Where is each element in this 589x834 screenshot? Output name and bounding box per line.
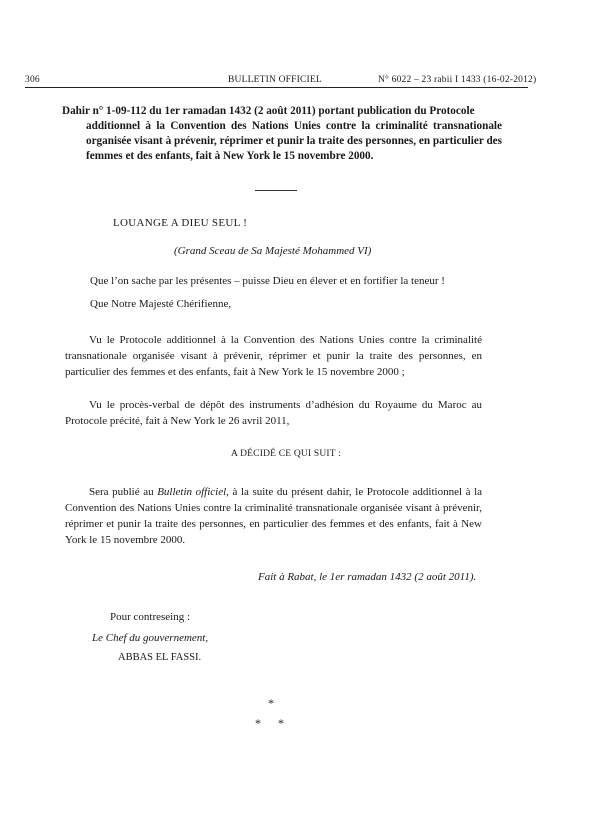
dahir-title-line1: Dahir n° 1-09-112 du 1er ramadan 1432 (2 août 2011) portant publication du Protocole (62, 105, 475, 117)
contreseing-label: Pour contreseing : (110, 611, 191, 623)
page-number: 306 (25, 75, 40, 85)
signatory-role: Le Chef du gouvernement, (92, 632, 209, 644)
ornament-star-right: * (278, 716, 284, 730)
publication-text-start: Sera publié au (89, 486, 158, 498)
header-rule (25, 87, 528, 88)
grand-sceau: (Grand Sceau de Sa Majesté Mohammed VI) (174, 245, 372, 257)
issue-number: N° 6022 – 23 rabii I 1433 (16-02-2012) (378, 75, 537, 85)
vu-protocole-paragraph: Vu le Protocole additionnel à la Convention des Nations Unies contre la criminalité transnationale organisée visant à prévenir, réprimer et punir la traite des personnes, en particulier des femmes et des enfants, fait à New York le 15 novembre 2000 ; (65, 334, 482, 378)
preamble-majeste: Que Notre Majesté Chérifienne, (90, 298, 232, 310)
decision-heading: A DÉCIDÉ CE QUI SUIT : (231, 449, 342, 459)
ornament-star-left: * (255, 716, 261, 730)
publication-paragraph (65, 484, 482, 548)
ornament-star-top: * (268, 696, 274, 710)
preamble-sache: Que l’on sache par les présentes – puisse Dieu en élever et en fortifier la teneur ! (90, 275, 445, 287)
fait-a-rabat: Fait à Rabat, le 1er ramadan 1432 (2 août 2011). (258, 571, 477, 583)
signatory-name: ABBAS EL FASSI. (118, 652, 202, 663)
dahir-title (62, 104, 502, 164)
louange-heading: LOUANGE A DIEU SEUL ! (113, 217, 248, 229)
dahir-title-rest: additionnel à la Convention des Nations Unies contre la criminalité transnationale organisée visant à prévenir, réprimer et punir la traite des personnes, en particulier des femmes et des enfants, fait à New York le 15 novembre 2000. (86, 120, 502, 162)
publication-text-end: , à la suite du présent dahir, le Protocole additionnel à la Convention des Nations Unies contre la criminalité transnationale organisée visant à prévenir, réprimer et punir la traite des personnes, en particulier des femmes et des enfants, fait à New York le 15 novembre 2000. (65, 486, 483, 546)
title-separator (255, 190, 297, 191)
vu-proces-verbal-paragraph: Vu le procès-verbal de dépôt des instruments d’adhésion du Royaume du Maroc au Protocole précité, fait à New York le 26 avril 2011, (65, 399, 482, 427)
publication-title: BULLETIN OFFICIEL (228, 75, 322, 85)
bulletin-officiel-italic: Bulletin officiel (157, 486, 227, 498)
